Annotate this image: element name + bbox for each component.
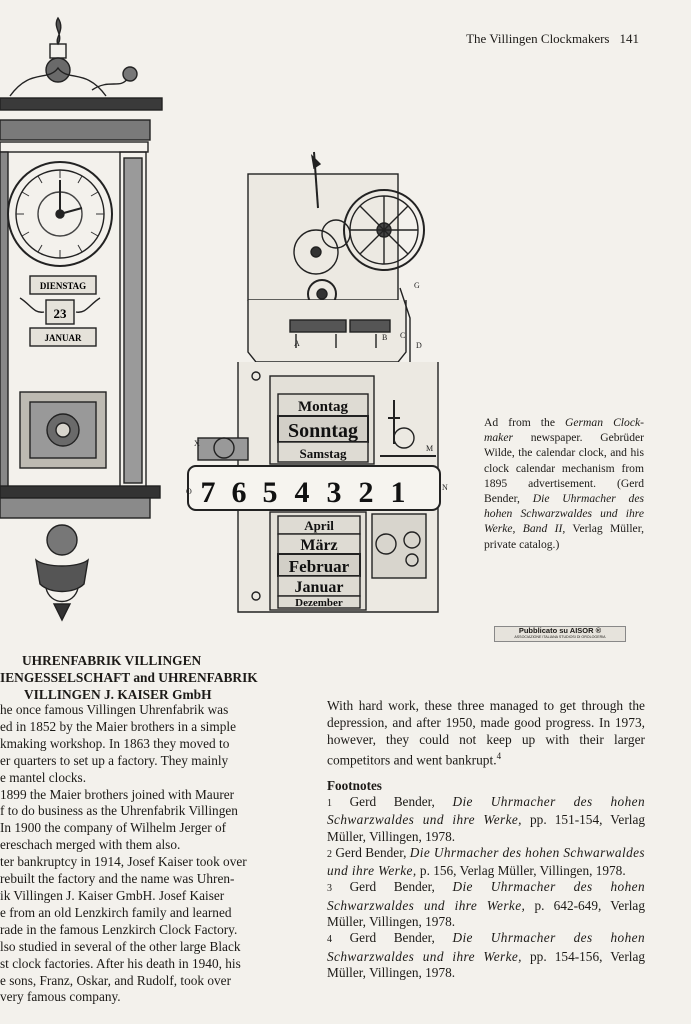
heading-line: VILLINGEN J. KAISER GmbH xyxy=(24,687,212,702)
footnote-item xyxy=(327,794,645,845)
mechanism-letter-n: N xyxy=(442,483,448,492)
caption-italic-title: German Clock-maker xyxy=(484,416,644,445)
day-label-sonntag: Sonntag xyxy=(287,420,359,442)
digit-3: 3 xyxy=(326,476,342,509)
caption-text: Verlag Müller, private catalog.) xyxy=(484,522,644,551)
right-column-text xyxy=(327,697,645,768)
footnote-author: Gerd Bender, xyxy=(349,794,453,809)
footnotes-list xyxy=(327,794,645,981)
section-heading xyxy=(0,652,288,703)
month-label-maerz: März xyxy=(300,537,338,554)
caption-text: Ad from the xyxy=(484,416,566,429)
digit-2: 2 xyxy=(358,476,374,509)
footnote-title: Die Uhrmacher des hohen Schwarzwaldes und ihre Werke, xyxy=(327,930,646,964)
text-line: kmaking workshop. In 1863 they moved to xyxy=(0,735,230,751)
digit-5: 5 xyxy=(262,476,278,509)
calendar-mechanism-illustration xyxy=(186,148,452,616)
month-label-januar: Januar xyxy=(294,579,344,596)
text-line: ed in 1852 by the Maier brothers in a simple xyxy=(0,718,236,734)
caption-italic-title: Die Uhrmacher des hohen Schwarzwaldes und ihre Werke, Band II, xyxy=(484,492,644,536)
stamp-line-2: ASSOCIAZIONE ITALIANA STUDIOSI DI OROLOGERIA xyxy=(514,635,606,639)
footnote-reference: 4 xyxy=(496,751,502,761)
month-label-dezember: Dezember xyxy=(295,597,343,609)
footnote-item xyxy=(327,879,645,930)
mechanism-letter-c: C xyxy=(400,331,406,340)
text-line: rade in the famous Lenzkirch Clock Factory. xyxy=(0,921,238,937)
paragraph-text: With hard work, these three managed to get through the depression, and after 1950, made good progress. In 1973, however, they could not keep up with their larger competitors and went bankrupt. xyxy=(327,698,645,768)
digit-6: 6 xyxy=(231,476,247,509)
footnotes-heading: Footnotes xyxy=(327,778,382,793)
footnote-number: 4 xyxy=(327,934,332,946)
month-label-april: April xyxy=(304,518,334,533)
footnote-author: Gerd Bender, xyxy=(335,844,410,860)
mechanism-letter-a: A xyxy=(294,339,300,348)
footnote-details: p. 642-649, Verlag Müller, Villingen, 1978. xyxy=(327,897,645,930)
running-title: The Villingen Clockmakers xyxy=(466,31,610,46)
text-line: e sons, Franz, Oskar, and Rudolf, took over xyxy=(0,972,232,988)
clock-month-label: JANUAR xyxy=(44,333,82,343)
aisor-stamp xyxy=(494,626,626,642)
footnote-title: Die Uhrmacher des hohen Schwarzwaldes und ihre Werke, xyxy=(327,879,646,913)
day-label-samstag: Samstag xyxy=(299,446,347,461)
footnote-details: pp. 154-156, Verlag Müller, Villingen, 1978. xyxy=(327,948,645,980)
text-line: e from an old Lenzkirch family and learned xyxy=(0,904,232,920)
heading-line: IENGESSELSCHAFT and UHRENFABRIK xyxy=(0,670,258,685)
clock-date-number: 23 xyxy=(53,306,67,321)
caption-text: newspaper. Gebrüder Wilde, the calendar clock, and his clock calendar mechanism from 1895 advertisement. (Gerd Bender, xyxy=(484,431,644,506)
day-label-montag: Montag xyxy=(298,399,348,415)
footnote-details: p. 156, Verlag Müller, Villingen, 1978. xyxy=(416,863,626,879)
footnote-details: pp. 151-154, Verlag Müller, Villingen, 1978. xyxy=(327,812,645,844)
footnote-title: Die Uhrmacher des hohen Schwarzwaldes und ihre Werke, xyxy=(327,794,646,828)
text-line: f to do business as the Uhrenfabrik Villingen xyxy=(0,803,238,819)
mechanism-letter-m: M xyxy=(426,444,434,453)
figure-caption xyxy=(484,415,644,552)
text-line: lso studied in several of the other large Black xyxy=(0,938,241,954)
footnote-title: Die Uhrmacher des hohen Schwarwaldes und ihre Werke, xyxy=(327,844,645,879)
footnote-author: Gerd Bender, xyxy=(349,879,453,895)
mechanism-letter-b: B xyxy=(382,333,388,342)
text-line: ereschach merged with them also. xyxy=(0,837,181,853)
left-column-text xyxy=(0,702,290,1006)
text-line: rebuilt the factory and the name was Uhren- xyxy=(0,871,235,887)
mechanism-letter-g: G xyxy=(414,281,420,290)
text-line: he once famous Villingen Uhrenfabrik was xyxy=(0,702,229,717)
footnote-item xyxy=(327,845,645,880)
stamp-line-1: Pubblicato su AISOR ® xyxy=(518,626,602,635)
running-header xyxy=(466,31,639,47)
body-paragraph xyxy=(327,697,645,768)
text-line: 1899 the Maier brothers joined with Maurer xyxy=(0,786,235,802)
text-line: st clock factories. After his death in 1940, his xyxy=(0,955,241,971)
clock-day-label: DIENSTAG xyxy=(39,281,87,291)
footnote-author: Gerd Bender, xyxy=(349,930,453,946)
text-line: very famous company. xyxy=(0,989,121,1005)
text-line: ter bankruptcy in 1914, Josef Kaiser took over xyxy=(0,854,247,870)
text-line: er quarters to set up a factory. They mainly xyxy=(0,752,229,768)
text-line: e mantel clocks. xyxy=(0,769,87,785)
page-number: 141 xyxy=(619,31,639,46)
footnote-number: 3 xyxy=(327,883,332,895)
digit-1: 1 xyxy=(390,476,406,509)
mechanism-letter-o: O xyxy=(186,487,192,496)
heading-line: UHRENFABRIK VILLINGEN xyxy=(22,653,202,668)
month-label-februar: Februar xyxy=(288,557,350,576)
digit-4: 4 xyxy=(294,476,310,509)
mechanism-letter-x: X xyxy=(194,439,200,448)
text-line: ik Villingen J. Kaiser GmbH. Josef Kaiser xyxy=(0,887,225,903)
footnote-number: 2 xyxy=(327,848,332,860)
digit-7: 7 xyxy=(200,476,216,509)
footnote-item xyxy=(327,930,645,981)
footnote-number: 1 xyxy=(327,798,332,809)
ornate-calendar-clock-illustration xyxy=(0,8,166,623)
text-line: In 1900 the company of Wilhelm Jerger of xyxy=(0,820,227,836)
mechanism-letter-d: D xyxy=(416,341,422,350)
